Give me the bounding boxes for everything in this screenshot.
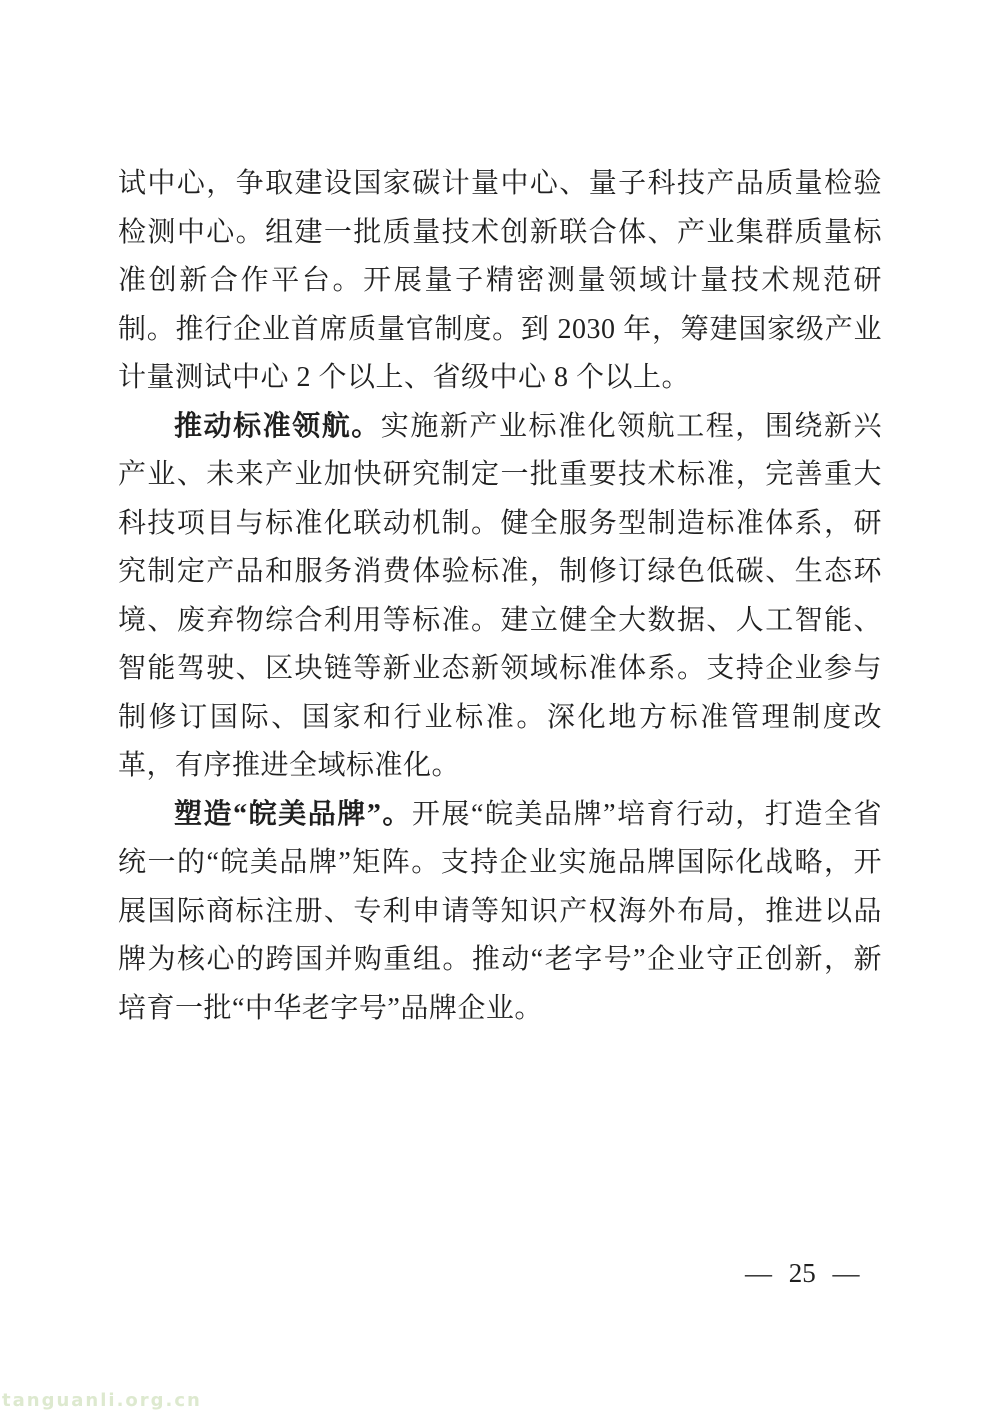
paragraph-standards	[118, 403, 882, 791]
page-footer	[0, 1258, 1000, 1298]
paragraph-continuation	[118, 160, 882, 403]
paragraph-text: 试中心，争取建设国家碳计量中心、量子科技产品质量检验检测中心。组建一批质量技术创新联合体、产业集群质量标准创新合作平台。开展量子精密测量领域计量技术规范研制。推行企业首席质量官制度。到 2030 年，筹建国家级产业计量测试中心 2 个以上、省级中心 8 个以上。	[118, 168, 882, 393]
document-body	[118, 160, 882, 1033]
page-number: — 25 —	[745, 1258, 860, 1288]
paragraph-brand	[118, 791, 882, 1034]
paragraph-lead-bold: 塑造“皖美品牌”。	[174, 798, 412, 830]
paragraph-lead-bold: 推动标准领航。	[174, 410, 381, 442]
paragraph-text: 实施新产业标准化领航工程，围绕新兴产业、未来产业加快研究制定一批重要技术标准，完善重大科技项目与标准化联动机制。健全服务型制造标准体系，研究制定产品和服务消费体验标准，制修订绿色低碳、生态环境、废弃物综合利用等标准。建立健全大数据、人工智能、智能驾驶、区块链等新业态新领域标准体系。支持企业参与制修订国际、国家和行业标准。深化地方标准管理制度改革，有序推进全域标准化。	[118, 410, 882, 781]
paragraph-text: 开展“皖美品牌”培育行动，打造全省统一的“皖美品牌”矩阵。支持企业实施品牌国际化战略，开展国际商标注册、专利申请等知识产权海外布局，推进以品牌为核心的跨国并购重组。推动“老字号”企业守正创新，新培育一批“中华老字号”品牌企业。	[118, 798, 882, 1024]
watermark-text: tanguanli.org.cn	[2, 1390, 202, 1411]
